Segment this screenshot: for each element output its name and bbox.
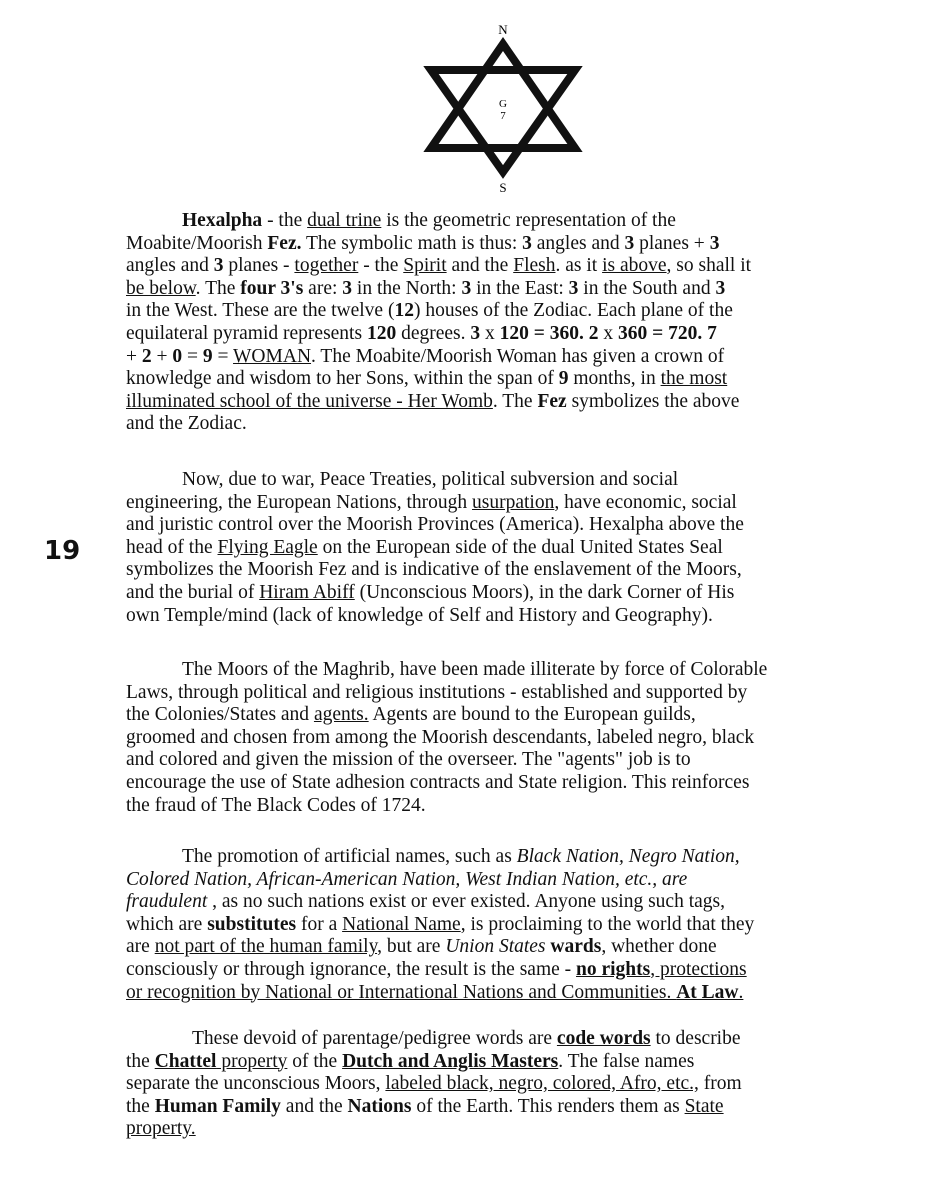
text-run: At Law (676, 981, 739, 1003)
text-line (126, 1073, 878, 1096)
text-run: and colored and given the mission of the overseer. The "agents" job is to (126, 749, 691, 771)
text-run: Moabite/Moorish (126, 232, 268, 254)
text-run: Human Family (154, 1095, 281, 1117)
text-line (126, 469, 878, 492)
text-run: or recognition by National or International Nations and Communities. (126, 981, 677, 1003)
text-run: 120 (366, 322, 397, 344)
text-run: 3 (213, 255, 224, 277)
text-run: and the Zodiac. (126, 413, 247, 435)
text-run: National Name (342, 913, 461, 935)
text-run: 360 = 720. 7 (618, 322, 717, 344)
text-run: Hexalpha (182, 210, 263, 231)
text-run: Agents are bound to the European guilds, (368, 704, 696, 726)
text-line (126, 1118, 878, 1141)
text-run: and the burial of (126, 581, 260, 603)
text-run: the Colonies/States and (126, 704, 314, 726)
text-run: are (126, 936, 155, 958)
text-run: 3 (568, 277, 579, 299)
text-line (126, 749, 878, 772)
text-run: which are (126, 913, 208, 935)
text-run: dual trine (307, 210, 382, 231)
text-run: . The (195, 277, 241, 299)
text-run: Fez. (267, 232, 302, 254)
text-run: in the East: (471, 277, 569, 299)
text-run: (Unconscious Moors), in the dark Corner of His (354, 581, 735, 603)
text-run: . The false names (558, 1050, 695, 1072)
text-run: wards (550, 936, 602, 958)
text-run: 12 (394, 300, 414, 322)
text-run: planes - (223, 255, 295, 277)
text-line (126, 772, 878, 795)
text-run: 120 = 360. 2 (499, 322, 599, 344)
text-run: 3 (624, 232, 635, 254)
text-run: agents. (313, 704, 369, 726)
text-run: illuminated school of the universe - Her Womb (126, 390, 493, 412)
text-line (126, 582, 878, 605)
text-run: symbolizes the Moorish Fez and is indicative of the enslavement of the Moors, (126, 559, 742, 581)
text-run: months, in (568, 368, 661, 390)
text-run: consciously or through ignorance, the result is the same - (126, 958, 577, 980)
text-line (126, 1028, 878, 1051)
text-run: 3 (461, 277, 472, 299)
hexalpha-star-emblem (417, 18, 589, 196)
text-run: not part of the human family (154, 936, 378, 958)
text-line (126, 368, 878, 391)
text-line (126, 727, 878, 750)
text-run: ) houses of the Zodiac. Each plane of the (413, 300, 733, 322)
text-run: of the Earth. This renders them as (411, 1095, 685, 1117)
paragraph-maghrib (126, 659, 878, 817)
text-run: Laws, through political and religious institutions - established and supported by (126, 681, 748, 703)
text-run: in the North: (352, 277, 462, 299)
text-run: separate the unconscious Moors, (126, 1073, 386, 1095)
text-run: Fez (537, 390, 567, 412)
text-run: from (698, 1073, 742, 1095)
text-run: 3 (470, 322, 481, 344)
text-run: equilateral pyramid represents (126, 322, 367, 344)
text-line (126, 233, 878, 256)
text-line (126, 413, 878, 436)
text-run: 3 (342, 277, 353, 299)
text-run: . as it (555, 255, 603, 277)
center-number: 7 (500, 110, 506, 122)
text-run: property (216, 1050, 288, 1072)
text-run: The symbolic math is thus: (301, 232, 523, 254)
text-run: . The (492, 390, 538, 412)
text-run: Flesh (513, 255, 556, 277)
text-run: Chattel (154, 1050, 217, 1072)
text-run: four 3's (240, 277, 304, 299)
text-run: + (151, 345, 173, 367)
text-run: Now, due to war, Peace Treaties, political subversion and social (182, 469, 679, 490)
text-run: x (598, 322, 619, 344)
text-line (126, 869, 878, 892)
text-line (126, 914, 878, 937)
text-line (126, 300, 878, 323)
text-run: , so shall it (666, 255, 752, 277)
text-run: engineering, the European Nations, through (126, 491, 473, 513)
text-run: WOMAN (233, 345, 312, 367)
paragraph-code-words (126, 1028, 878, 1141)
text-run: is above (602, 255, 667, 277)
north-label: N (498, 22, 508, 37)
center-letter: G (499, 98, 507, 110)
text-run: of the (287, 1050, 343, 1072)
text-line (126, 959, 878, 982)
text-line (126, 346, 878, 369)
text-run: property. (126, 1118, 196, 1140)
text-run: on the European side of the dual United States Seal (317, 536, 723, 558)
text-run: own Temple/mind (lack of knowledge of Self and History and Geography). (126, 604, 713, 626)
text-run: knowledge and wisdom to her Sons, within the span of (126, 368, 559, 390)
text-line (126, 492, 878, 515)
text-run: Hiram Abiff (259, 581, 355, 603)
text-line (126, 659, 878, 682)
text-line (126, 559, 878, 582)
south-label: S (499, 180, 507, 195)
text-run: Dutch and Anglis Masters (342, 1050, 559, 1072)
text-run: fraudulent (126, 891, 208, 913)
text-run: be below (126, 277, 196, 299)
text-run: 3 (522, 232, 532, 254)
text-run: in the West. These are the twelve ( (126, 300, 395, 322)
paragraph-hexalpha (126, 210, 878, 436)
text-run: = (182, 345, 203, 367)
text-run: symbolizes the above (566, 390, 740, 412)
text-run: to describe (650, 1028, 741, 1049)
text-run: Black Nation, Negro Nation, (516, 846, 740, 867)
text-line (126, 323, 878, 346)
text-run: - the (262, 210, 308, 231)
text-run: the fraud of The Black Codes of 1724. (126, 794, 426, 816)
text-run: , but are (377, 936, 446, 958)
text-run: encourage the use of State adhesion contracts and State religion. This reinforces (126, 771, 750, 793)
text-run: no rights (576, 958, 651, 980)
text-run: Spirit (403, 255, 447, 277)
text-run: and the (280, 1095, 348, 1117)
text-line (126, 210, 878, 233)
text-run: in the South and (578, 277, 716, 299)
text-run: 2 (141, 345, 152, 367)
text-run: 9 (558, 368, 569, 390)
text-run: the (126, 1050, 155, 1072)
text-run: Nations (347, 1095, 412, 1117)
text-run: These devoid of parentage/pedigree words are (192, 1028, 557, 1049)
text-run: , whether done (601, 936, 717, 958)
text-run: together (294, 255, 359, 277)
text-run: is the geometric representation of the (381, 210, 676, 231)
text-line (126, 682, 878, 705)
text-run: Colored Nation, African-American Nation, West Indian Nation, etc., are (126, 868, 688, 890)
text-line (126, 537, 878, 560)
text-line (126, 1096, 878, 1119)
text-run: code words (556, 1028, 651, 1049)
text-run: , have economic, social (554, 491, 737, 513)
text-line (126, 1051, 878, 1074)
text-run: and the (446, 255, 514, 277)
text-line (126, 391, 878, 414)
text-run: , protections (650, 958, 747, 980)
text-run: substitutes (207, 913, 297, 935)
text-run: x (480, 322, 500, 344)
text-run: 3 (709, 232, 720, 254)
text-line (126, 982, 878, 1005)
text-run: The Moors of the Maghrib, have been made illiterate by force of Colorable (182, 659, 768, 680)
text-run: Flying Eagle (217, 536, 318, 558)
text-run: + (126, 345, 142, 367)
text-run: for a (296, 913, 343, 935)
page-number: 19 (44, 536, 81, 566)
text-run: State (684, 1095, 724, 1117)
text-run: , as no such nations exist or ever existed. Anyone using such tags, (207, 891, 725, 913)
text-line (126, 255, 878, 278)
text-run: usurpation (472, 491, 555, 513)
text-line (126, 846, 878, 869)
text-line (126, 514, 878, 537)
text-run: labeled black, negro, colored, Afro, etc., (385, 1073, 699, 1095)
text-line (126, 605, 878, 628)
text-run: degrees. (396, 322, 471, 344)
text-line (126, 891, 878, 914)
text-run: Union States (445, 936, 546, 958)
text-run: angles and (126, 255, 214, 277)
text-run: the (126, 1095, 155, 1117)
text-run: head of the (126, 536, 218, 558)
text-run: The promotion of artificial names, such as (182, 846, 517, 867)
text-run: 0 (172, 345, 183, 367)
paragraph-artificial-names (126, 846, 878, 1004)
text-run: are: (303, 277, 343, 299)
text-run: - the (358, 255, 404, 277)
text-run: 9 (202, 345, 213, 367)
text-line (126, 278, 878, 301)
text-run: planes + (634, 232, 710, 254)
paragraph-usurpation (126, 469, 878, 627)
text-run: , is proclaiming to the world that they (460, 913, 755, 935)
text-line (126, 936, 878, 959)
text-run: . The Moabite/Moorish Woman has given a crown of (311, 345, 725, 367)
text-line (126, 704, 878, 727)
text-run: groomed and chosen from among the Moorish descendants, labeled negro, black (126, 726, 755, 748)
text-run: 3 (715, 277, 726, 299)
text-run: = (212, 345, 234, 367)
text-run: and juristic control over the Moorish Provinces (America). Hexalpha above the (126, 514, 744, 536)
text-run: the most (660, 368, 728, 390)
text-run: angles and (531, 232, 625, 254)
text-run: . (738, 981, 744, 1003)
text-line (126, 795, 878, 818)
